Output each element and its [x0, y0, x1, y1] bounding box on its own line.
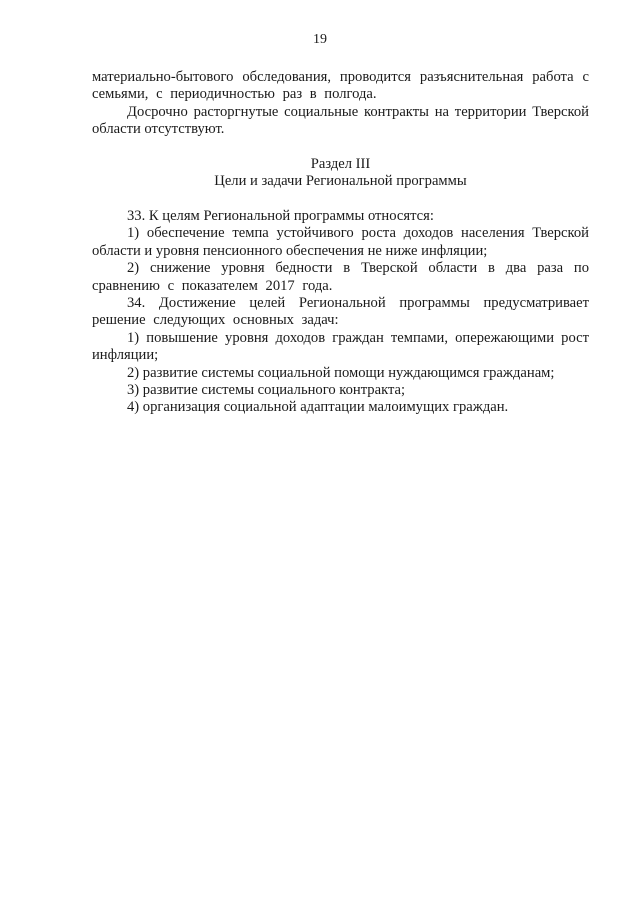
task-item-3: 3) развитие системы социального контракта;: [127, 382, 406, 399]
section-heading: [92, 156, 589, 191]
task-item-4: 4) организация социальной адаптации малоимущих граждан.: [127, 399, 509, 416]
intro-continuation-paragraph: материально-бытового обследования, проводится разъяснительная работа с семьями, с периодичностью раз в полгода.: [92, 69, 589, 103]
no-terminated-contracts-paragraph: Досрочно расторгнутые социальные контракты на территории Тверской области отсутствуют.: [92, 103, 589, 138]
page-number: 19: [313, 32, 327, 47]
task-item-1: 1) повышение уровня доходов граждан темпами, опережающими рост инфляции;: [92, 329, 589, 364]
goal-item-2: 2) снижение уровня бедности в Тверской области в два раза по сравнению с показателем 2017 года.: [92, 260, 589, 294]
goal-item-1: 1) обеспечение темпа устойчивого роста доходов населения Тверской области и уровня пенсионного обеспечения не ниже инфляции;: [92, 225, 589, 259]
paragraph-34: 34. Достижение целей Региональной программы предусматривает решение следующих основных задач:: [92, 295, 589, 329]
goals-and-tasks: [92, 208, 589, 417]
paragraph-33: 33. К целям Региональной программы относятся:: [127, 208, 434, 224]
section-number: Раздел III: [310, 156, 371, 172]
intro-text: [92, 69, 589, 139]
task-item-2: 2) развитие системы социальной помощи нуждающимся гражданам;: [127, 364, 555, 381]
section-title: Цели и задачи Региональной программы: [214, 173, 467, 190]
